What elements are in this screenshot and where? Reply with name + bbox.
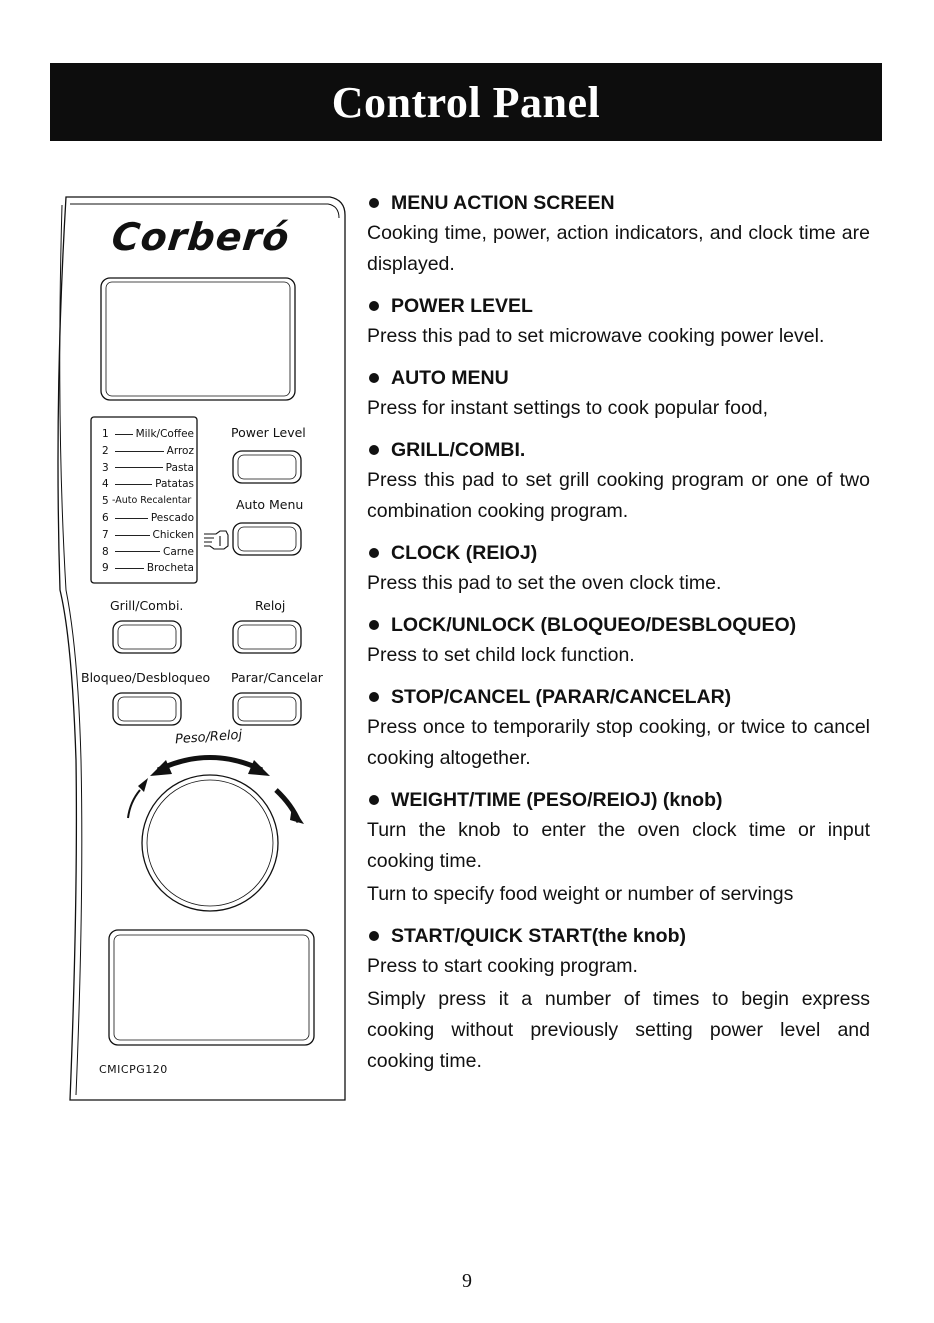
section-heading: [367, 437, 870, 463]
description-section: [367, 612, 870, 671]
knob-arrow-top: [158, 758, 262, 771]
menu-list-item: [102, 527, 194, 544]
knob-label: Peso/Reloj: [174, 727, 243, 748]
menu-list-item: [102, 560, 194, 577]
weight-time-knob: [142, 775, 278, 911]
section-heading: [367, 787, 870, 813]
auto-menu-label: Auto Menu: [236, 497, 304, 512]
model-number: CMICPG120: [99, 1063, 168, 1076]
menu-item-leader: [115, 535, 150, 536]
menu-item-leader: [115, 451, 164, 452]
section-paragraph: Simply press it a number of times to begin express cooking without previously setting power level and cooking time.: [367, 988, 870, 1072]
section-paragraph: Press to set child lock function.: [367, 644, 635, 666]
description-section: [367, 787, 870, 910]
bloqueo-label: Bloqueo/Desbloqueo: [81, 670, 211, 685]
section-paragraph: Press this pad to set the oven clock time.: [367, 572, 722, 594]
bloqueo-button: [113, 693, 181, 725]
menu-item-label: Pasta: [165, 461, 194, 474]
bullet-icon: [369, 301, 379, 311]
menu-item-number: 5: [102, 495, 109, 508]
menu-item-leader: [115, 568, 144, 569]
menu-item-number: 6: [102, 511, 109, 524]
menu-item-number: 2: [102, 444, 109, 457]
menu-action-screen: [101, 278, 295, 400]
parar-cancelar-label: Parar/Cancelar: [231, 670, 323, 685]
grill-combi-label: Grill/Combi.: [110, 598, 184, 613]
menu-item-leader: [115, 551, 160, 552]
menu-item-label: -Auto Recalentar: [112, 495, 192, 507]
section-heading-text: GRILL/COMBI.: [391, 439, 526, 461]
menu-list-item: [102, 493, 194, 510]
pointing-hand-icon: [204, 531, 228, 549]
auto-menu-button: [233, 523, 301, 555]
grill-combi-button: [113, 621, 181, 653]
menu-item-number: 1: [102, 428, 109, 440]
menu-item-leader: [115, 467, 163, 468]
section-heading-text: WEIGHT/TIME (PESO/REIOJ) (knob): [391, 789, 723, 811]
descriptions-column: [367, 190, 870, 1090]
section-paragraph: Press once to temporarily stop cooking, or twice to cancel cooking altogether.: [367, 716, 870, 769]
menu-item-leader: [115, 518, 148, 519]
section-heading: [367, 684, 870, 710]
section-heading-text: AUTO MENU: [391, 367, 509, 389]
section-heading: [367, 923, 870, 949]
section-paragraph: Turn to specify food weight or number of servings: [367, 883, 794, 905]
menu-item-label: Pescado: [150, 511, 194, 524]
section-paragraph: Turn the knob to enter the oven clock time or input cooking time.: [367, 819, 870, 872]
description-section: [367, 437, 870, 527]
parar-cancelar-button: [233, 693, 301, 725]
power-level-label: Power Level: [231, 425, 306, 440]
menu-item-number: 8: [102, 545, 109, 558]
section-heading-text: POWER LEVEL: [391, 295, 533, 317]
reloj-label: Reloj: [255, 598, 286, 613]
bullet-icon: [369, 373, 379, 383]
bullet-icon: [369, 548, 379, 558]
description-section: [367, 293, 870, 352]
bullet-icon: [369, 931, 379, 941]
page-title: Control Panel: [331, 77, 601, 127]
section-paragraph: Press this pad to set grill cooking program or one of two combination cooking program.: [367, 469, 870, 522]
menu-item-label: Arroz: [166, 444, 194, 457]
knob-arrow-left: [128, 790, 140, 818]
reloj-button: [233, 621, 301, 653]
menu-item-number: 9: [102, 562, 109, 575]
section-heading-text: STOP/CANCEL (PARAR/CANCELAR): [391, 686, 732, 708]
menu-item-leader: [115, 484, 152, 485]
menu-item-label: Brocheta: [146, 562, 194, 575]
bullet-icon: [369, 198, 379, 208]
section-heading: [367, 293, 870, 319]
section-heading: [367, 190, 870, 216]
menu-list-item: [102, 426, 194, 443]
menu-item-label: Chicken: [152, 528, 194, 541]
menu-item-number: 4: [102, 478, 109, 491]
menu-list-item: [102, 510, 194, 527]
menu-item-label: Patatas: [155, 478, 194, 491]
bullet-icon: [369, 692, 379, 702]
bullet-icon: [369, 620, 379, 630]
section-heading: [367, 540, 870, 566]
menu-list-item: [102, 476, 194, 493]
brand-logo: Corberó: [109, 215, 292, 259]
menu-list-item: [102, 460, 194, 477]
section-paragraph: Press this pad to set microwave cooking power level.: [367, 325, 825, 347]
bullet-icon: [369, 445, 379, 455]
page-number: 9: [462, 1270, 472, 1292]
power-level-button: [233, 451, 301, 483]
bullet-icon: [369, 795, 379, 805]
section-heading: [367, 365, 870, 391]
menu-item-number: 7: [102, 528, 109, 541]
section-heading: [367, 612, 870, 638]
section-paragraph: Press to start cooking program.: [367, 955, 638, 977]
auto-menu-list: [102, 426, 194, 577]
section-heading-text: CLOCK (REIOJ): [391, 542, 538, 564]
bottom-window: [109, 930, 314, 1045]
section-heading-text: START/QUICK START(the knob): [391, 925, 686, 947]
section-paragraph: Cooking time, power, action indicators, and clock time are displayed.: [367, 222, 870, 275]
menu-list-item: [102, 443, 194, 460]
menu-item-label: Milk/Coffee: [135, 428, 194, 440]
menu-item-label: Carne: [162, 545, 194, 558]
description-section: [367, 923, 870, 1077]
section-paragraph: Press for instant settings to cook popular food,: [367, 397, 769, 419]
section-heading-text: LOCK/UNLOCK (BLOQUEO/DESBLOQUEO): [391, 614, 797, 636]
description-section: [367, 684, 870, 774]
menu-item-number: 3: [102, 461, 109, 474]
description-section: [367, 190, 870, 280]
description-section: [367, 540, 870, 599]
description-section: [367, 365, 870, 424]
menu-list-item: [102, 544, 194, 561]
section-heading-text: MENU ACTION SCREEN: [391, 192, 615, 214]
menu-item-leader: [115, 434, 133, 435]
